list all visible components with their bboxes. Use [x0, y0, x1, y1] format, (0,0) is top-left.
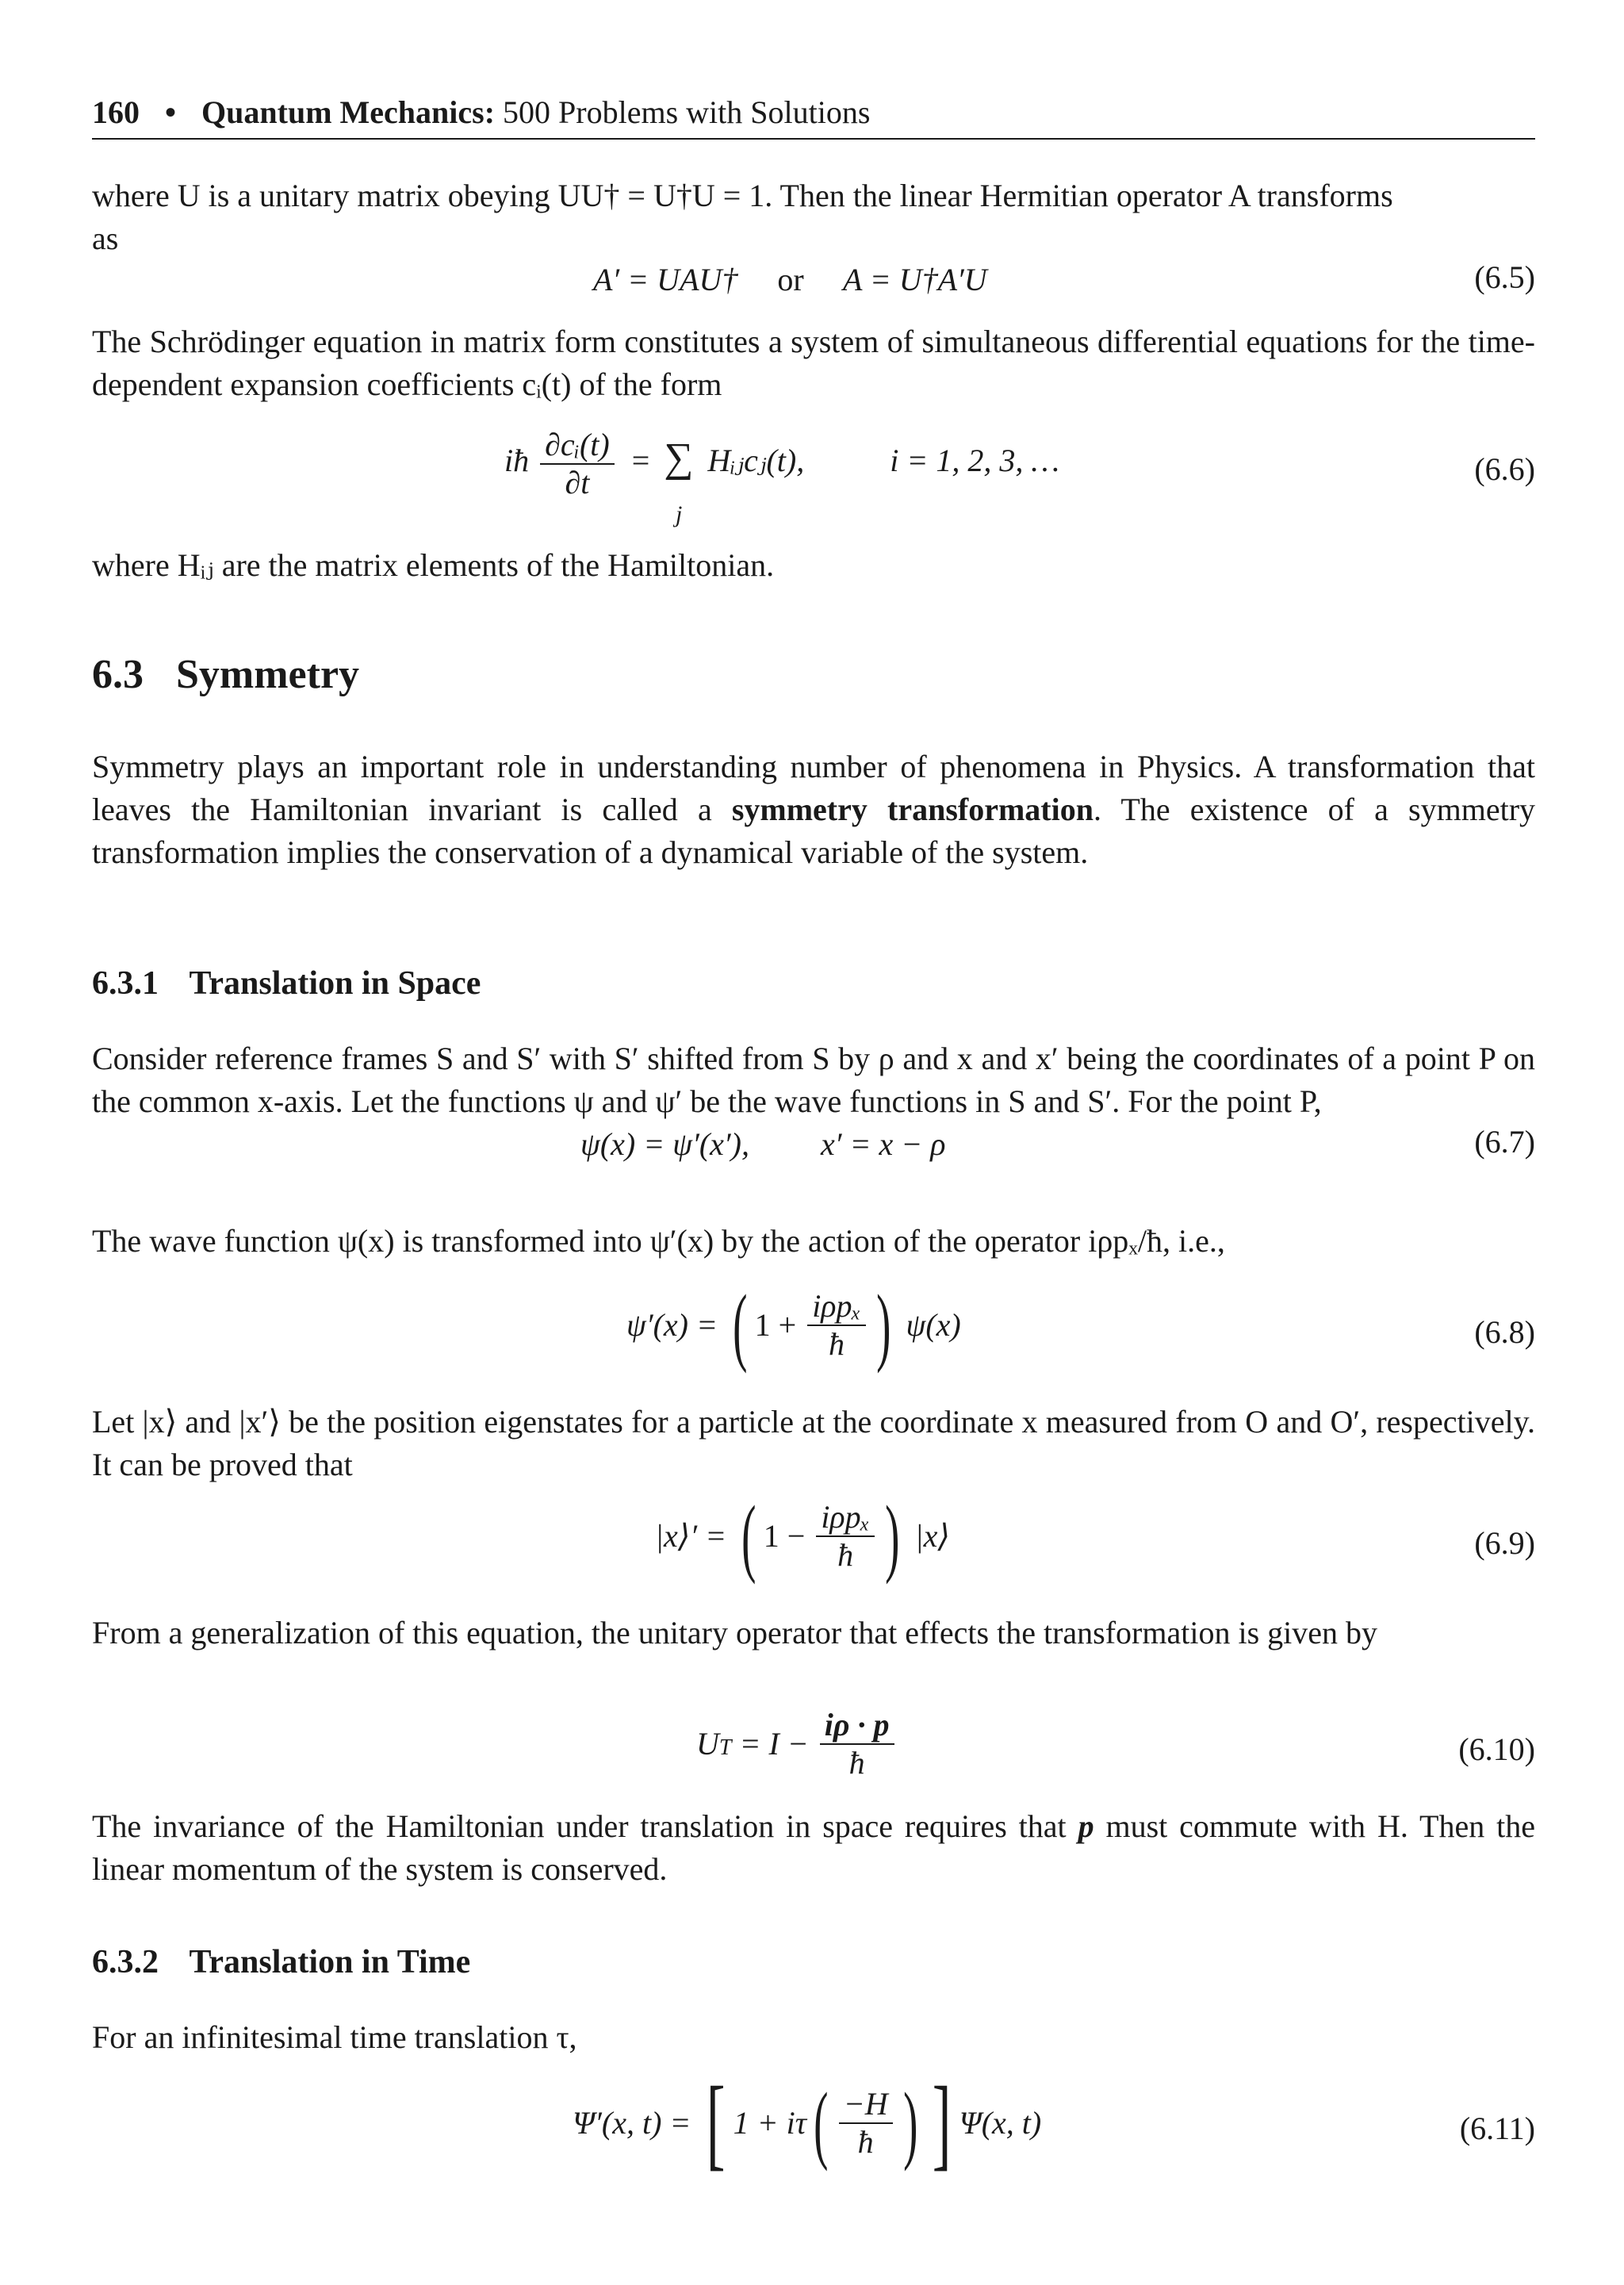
paragraph-hamiltonian: where Hᵢⱼ are the matrix elements of the Hamiltonian.: [92, 547, 775, 583]
paragraph-reference-frames: Consider reference frames S and S′ with S′ shifted from S by ρ and x and x′ being the coordinates of a point P on the common x-axis. Let the functions ψ and ψ′ be the wave functions in S and S′. For the point P,: [92, 1041, 1535, 1119]
header-rule: [92, 138, 1535, 140]
left-paren: (: [814, 2075, 829, 2172]
paragraph-symmetry: Symmetry plays an important role in understanding number of phenomena in Physics. A transformation that leaves the Hamiltonian invariant is called a symmetry transformation. The existence of a symmetry transformation implies the conservation of a dynamical variable of the system.: [92, 749, 1536, 870]
header-bullet: •: [165, 94, 177, 130]
paragraph-generalization: From a generalization of this equation, the unitary operator that effects the transformation is given by: [92, 1615, 1377, 1650]
paragraph-schrodinger: The Schrödinger equation in matrix form constitutes a system of simultaneous differential equations for the time-dependent expansion coefficients cᵢ(t) of the form: [92, 324, 1535, 402]
paragraph-line: where U is a unitary matrix obeying UU† = U†U = 1. Then the linear Hermitian operator A transforms: [92, 178, 1393, 213]
book-title-bold: Quantum Mechanics:: [201, 94, 496, 130]
equation-6-7: ψ(x) = ψ′(x′), x′ = x − ρ: [580, 1126, 946, 1162]
paragraph-unitary: [92, 174, 1535, 260]
left-paren: (: [733, 1277, 748, 1374]
equation-6-5: A′ = UAU† or A = U†A′U: [593, 262, 987, 297]
running-header: [92, 94, 1535, 138]
right-paren: ): [876, 1277, 891, 1374]
fraction: $\frac{-H}{ħ}$: [839, 2086, 893, 2160]
equation-6-11: Ψ′(x, t) = [ 1 + iτ( $\frac{-H}{ħ}$ ) ] Ψ(x, t): [573, 2066, 1042, 2180]
section-heading-6-3: 6.3 Symmetry: [92, 652, 360, 697]
equation-number: (6.5): [1474, 259, 1535, 295]
equation-number: (6.11): [1459, 2111, 1535, 2146]
paragraph-wave-function: The wave function ψ(x) is transformed into ψ′(x) by the action of the operator iρpₓ/ħ, i.e.,: [92, 1223, 1225, 1259]
left-bracket: [: [707, 2066, 726, 2180]
equation-number: (6.6): [1474, 451, 1535, 487]
fraction: $\frac{\text{iρpₓ}}{ħ}$: [816, 1499, 875, 1574]
left-paren: (: [741, 1488, 756, 1585]
paragraph-time-translation: For an infinitesimal time translation τ,: [92, 2019, 577, 2055]
sum-symbol: ∑: [664, 435, 694, 481]
sum-index: j: [676, 501, 683, 527]
right-paren: ): [885, 1488, 900, 1585]
fraction: $\frac{\text{∂cᵢ(t)}}{\partial t}$: [540, 427, 615, 501]
right-bracket: ]: [933, 2066, 952, 2180]
paragraph-invariance: The invariance of the Hamiltonian under translation in space requires that p must commute with H. Then the linear momentum of the system is conserved.: [92, 1808, 1535, 1887]
section-heading-6-3-1: 6.3.1 Translation in Space: [92, 965, 481, 1002]
equation-number: (6.9): [1474, 1525, 1535, 1561]
paragraph-position-eigenstates: Let |x⟩ and |x′⟩ be the position eigenstates for a particle at the coordinate x measured from O and O′, respectively. It can be proved that: [92, 1404, 1535, 1482]
book-title-rest: 500 Problems with Solutions: [503, 94, 871, 130]
equation-6-6: iħ $\frac{\text{∂cᵢ(t)}}{\partial t}$ = ∑ Hᵢⱼcⱼ(t), i = 1, 2, 3, …: [504, 427, 1059, 500]
fraction: $\frac{i\rho \cdot p}{ħ}$: [820, 1707, 894, 1781]
fraction: $\frac{\text{iρpₓ}}{ħ}$: [807, 1288, 866, 1363]
section-heading-6-3-2: 6.3.2 Translation in Time: [92, 1944, 471, 1980]
equation-6-8: ψ′(x) = ( 1 + $\frac{\text{iρpₓ}}{ħ}$ ) ψ(x): [626, 1277, 961, 1374]
right-paren: ): [902, 2075, 918, 2172]
equation-6-10: $U_T = I$ − $\frac{i\rho \cdot p}{ħ}$: [696, 1707, 898, 1781]
page-number: 160: [92, 94, 140, 130]
equation-6-9: |x⟩′ = ( 1 − $\frac{\text{iρpₓ}}{ħ}$ ) |x⟩: [655, 1488, 950, 1585]
momentum-symbol: p: [1078, 1808, 1094, 1844]
equation-number: (6.7): [1474, 1124, 1535, 1160]
paragraph-line: as: [92, 220, 119, 256]
term-symmetry-transformation: symmetry transformation: [731, 792, 1094, 827]
equation-number: (6.10): [1458, 1731, 1535, 1767]
equation-number: (6.8): [1474, 1314, 1535, 1350]
